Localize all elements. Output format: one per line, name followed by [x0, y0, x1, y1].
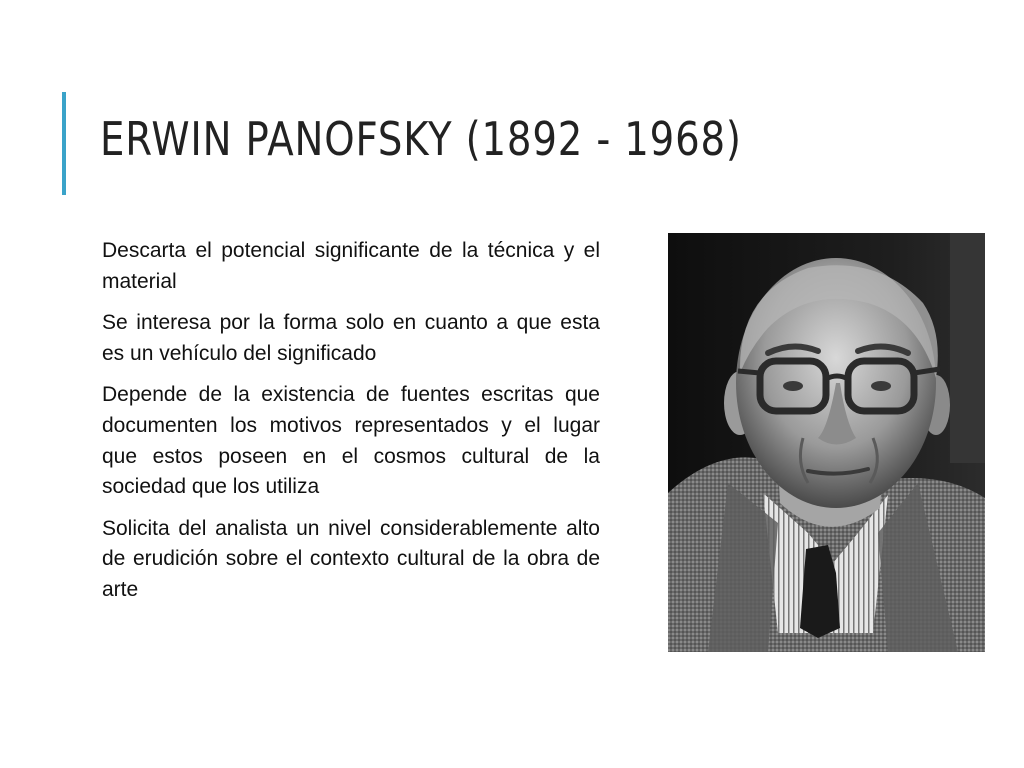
paragraph-technique: Descarta el potencial significante de la técnica y el material	[102, 239, 600, 293]
slide-title: ERWIN PANOFSKY (1892 - 1968)	[100, 112, 742, 166]
portrait-illustration	[668, 233, 985, 652]
paragraph-form: Se interesa por la forma solo en cuanto a que esta es un vehículo del significado	[102, 311, 600, 365]
body-text	[102, 236, 600, 617]
paragraph-sources: Depende de la existencia de fuentes escritas que documenten los motivos representados y el lugar que estos poseen en el cosmos cultural de la sociedad que los utiliza	[102, 383, 600, 499]
portrait-photo	[668, 233, 985, 652]
title-accent-bar	[62, 92, 66, 195]
paragraph-erudition: Solicita del analista un nivel considerablemente alto de erudición sobre el contexto cultural de la obra de arte	[102, 516, 600, 601]
